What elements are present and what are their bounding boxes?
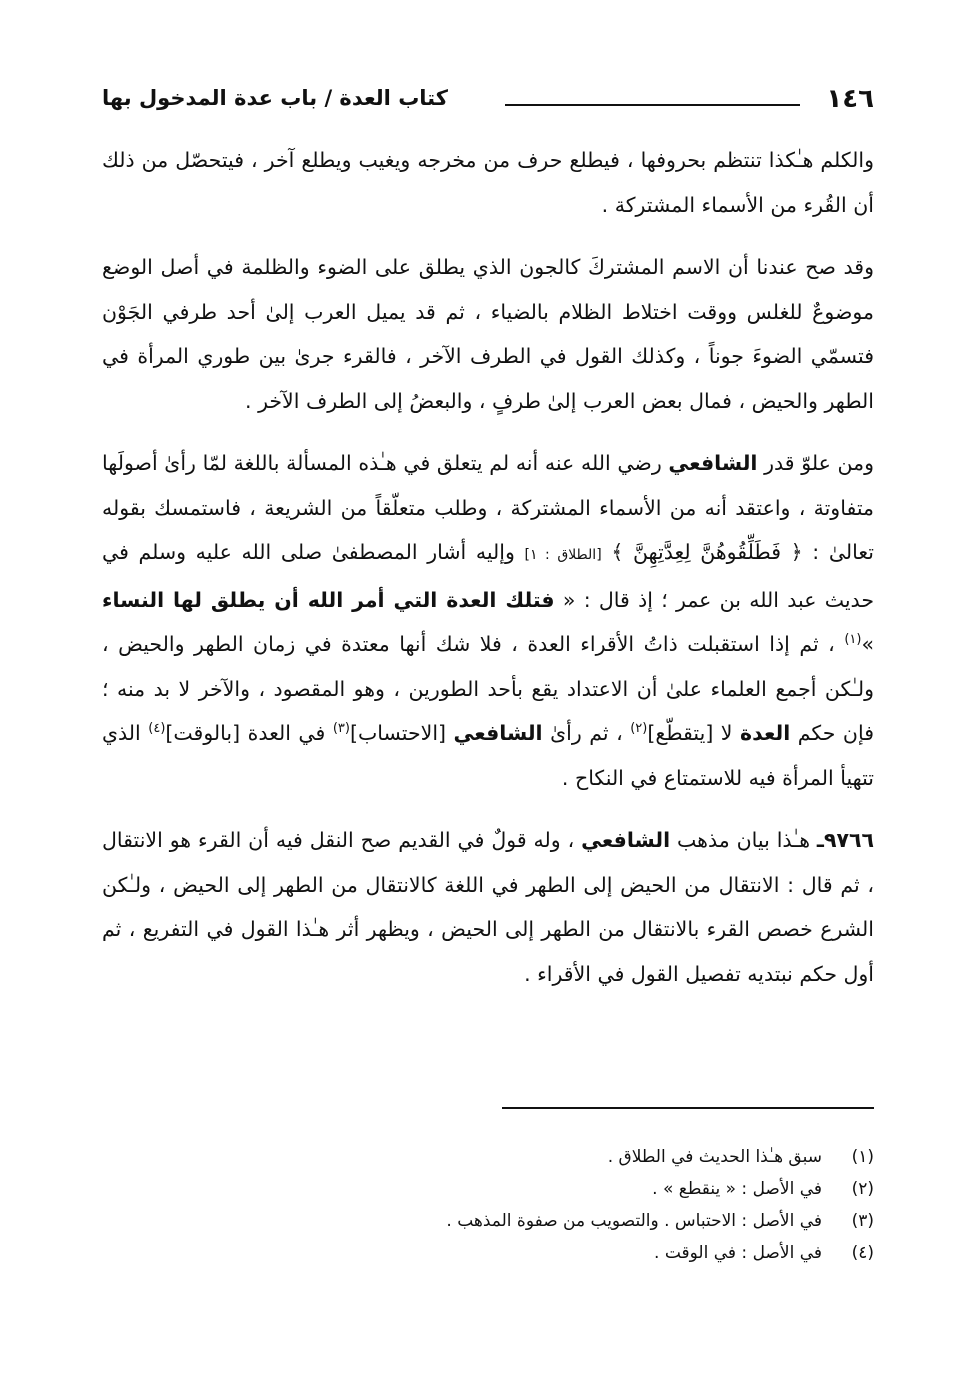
text-run: ، ثم رأىٰ xyxy=(542,721,631,745)
verse-reference: [الطلاق : ١] xyxy=(524,547,602,563)
text-run: وإليه أشار المصطفىٰ صلى الله عليه وسلم في حديث عبد الله بن عمر ؛ إذ قال : « xyxy=(102,540,874,612)
footnote-item xyxy=(174,1173,874,1205)
footnote-item xyxy=(174,1237,874,1269)
paragraph-2: وقد صح عندنا أن الاسم المشتركَ كالجون الذي يطلق على الضوء والظلمة في أصل الوضع موضوعٌ للغلس ووقت اختلاط الظلام بالضياء ، ثم قد يميل العرب إلىٰ أحد طرفي الجَوْن فتسمّي الضوءَ جوناً ، وكذلك القول في الطرف الآخر ، فالقرء جرىٰ بين طوري المرأة في الطهر والحيض ، فمال بعض العرب إلىٰ طرفٍ ، والبعضُ إلى الطرف الآخر . xyxy=(102,255,874,413)
paragraph-3 xyxy=(102,441,874,800)
bold-name: الشافعي xyxy=(453,721,543,745)
bold-term: العدة xyxy=(740,721,791,745)
footnote-number: (٣) xyxy=(851,1211,874,1231)
footnote-number: (١) xyxy=(851,1147,874,1167)
text-run: الذي تتهيأ المرأة فيه للاستمتاع في النكاح . xyxy=(102,721,874,790)
footnote-text: في الأصل : « ينقطع » . xyxy=(652,1179,822,1199)
footnotes xyxy=(174,1141,874,1269)
footnote-text: سبق هـٰذا الحديث في الطلاق . xyxy=(607,1147,822,1167)
page-number: ١٤٦ xyxy=(826,84,874,114)
bold-name: الشافعي xyxy=(668,451,758,475)
footnote-number: (٢) xyxy=(851,1179,874,1199)
paragraph-4 xyxy=(102,818,874,996)
main-text xyxy=(102,138,874,1014)
footnote-text: في الأصل : في الوقت . xyxy=(654,1243,822,1263)
hadith-quote: فتلك العدة التي أمر الله أن يطلق لها النساء xyxy=(102,587,555,612)
footnote-marker: (٢) xyxy=(630,721,648,737)
text-run: ، وله قولٌ في القديم صح النقل فيه أن القرء هو الانتقال ، ثم قال : الانتقال من الحيض إلى الطهر في اللغة كالانتقال من الطهر إلى الحيض ، ولـٰكن الشرع خصص القرء بالانتقال من الطهر إلى الحيض ، ويظهر أثر هـٰذا القول في التفريع ، ثم أول حكم نبتديه تفصيل القول في الأقراء . xyxy=(102,828,874,986)
text-run: في العدة [بالوقت] xyxy=(165,721,333,745)
footnote-rule xyxy=(502,1107,874,1109)
footnote-marker: (١) xyxy=(844,632,862,648)
running-head: كتاب العدة / باب عدة المدخول بها xyxy=(102,86,448,110)
page-header xyxy=(102,82,874,122)
footnote-marker: (٤) xyxy=(148,721,166,737)
text-run: » xyxy=(861,632,874,656)
footnote-item xyxy=(174,1205,874,1237)
footnote-text: في الأصل : الاحتباس . والتصويب من صفوة المذهب . xyxy=(446,1211,822,1231)
footnote-item xyxy=(174,1141,874,1173)
footnote-number: (٤) xyxy=(851,1243,874,1263)
text-run: ومن علوّ قدر xyxy=(757,451,874,475)
text-run: ، ثم إذا استقبلت ذاتُ الأقراء العدة ، فلا شك أنها معتدة في زمان الطهر والحيض ، ولـٰكن أجمع العلماء علىٰ أن الاعتداد يقع بأحد الطورين ، وهو المقصود ، والآخر لا بد منه ؛ فإن حكم xyxy=(102,632,875,745)
footnote-marker: (٣) xyxy=(332,721,350,737)
text-run: هـٰذا بيان مذهب xyxy=(670,828,817,852)
header-rule xyxy=(505,104,800,106)
quran-verse: ﴿ فَطَلِّقُوهُنَّ لِعِدَّتِهِنَّ ﴾ xyxy=(611,540,803,564)
paragraph-1: والكلم هـٰكذا تنتظم بحروفها ، فيطلع حرف من مخرجه ويغيب ويطلع آخر ، فيتحصّل من ذلك أن القُرء من الأسماء المشتركة . xyxy=(102,148,874,217)
text-run: رضي الله عنه أنه لم يتعلق في هـٰذه المسألة باللغة لمّا رأىٰ أصولَها متفاوتة ، واعتقد أنه من الأسماء المشتركة ، وطلب متعلّقاً من الشريعة ، فاستمسك بقوله تعالىٰ : xyxy=(102,451,874,564)
section-number: ٩٧٦٦ـ xyxy=(816,828,874,852)
bold-name: الشافعي xyxy=(581,828,671,852)
text-run: لا [يتقطّع] xyxy=(647,721,741,745)
text-run: [الاحتساب] xyxy=(349,721,454,745)
